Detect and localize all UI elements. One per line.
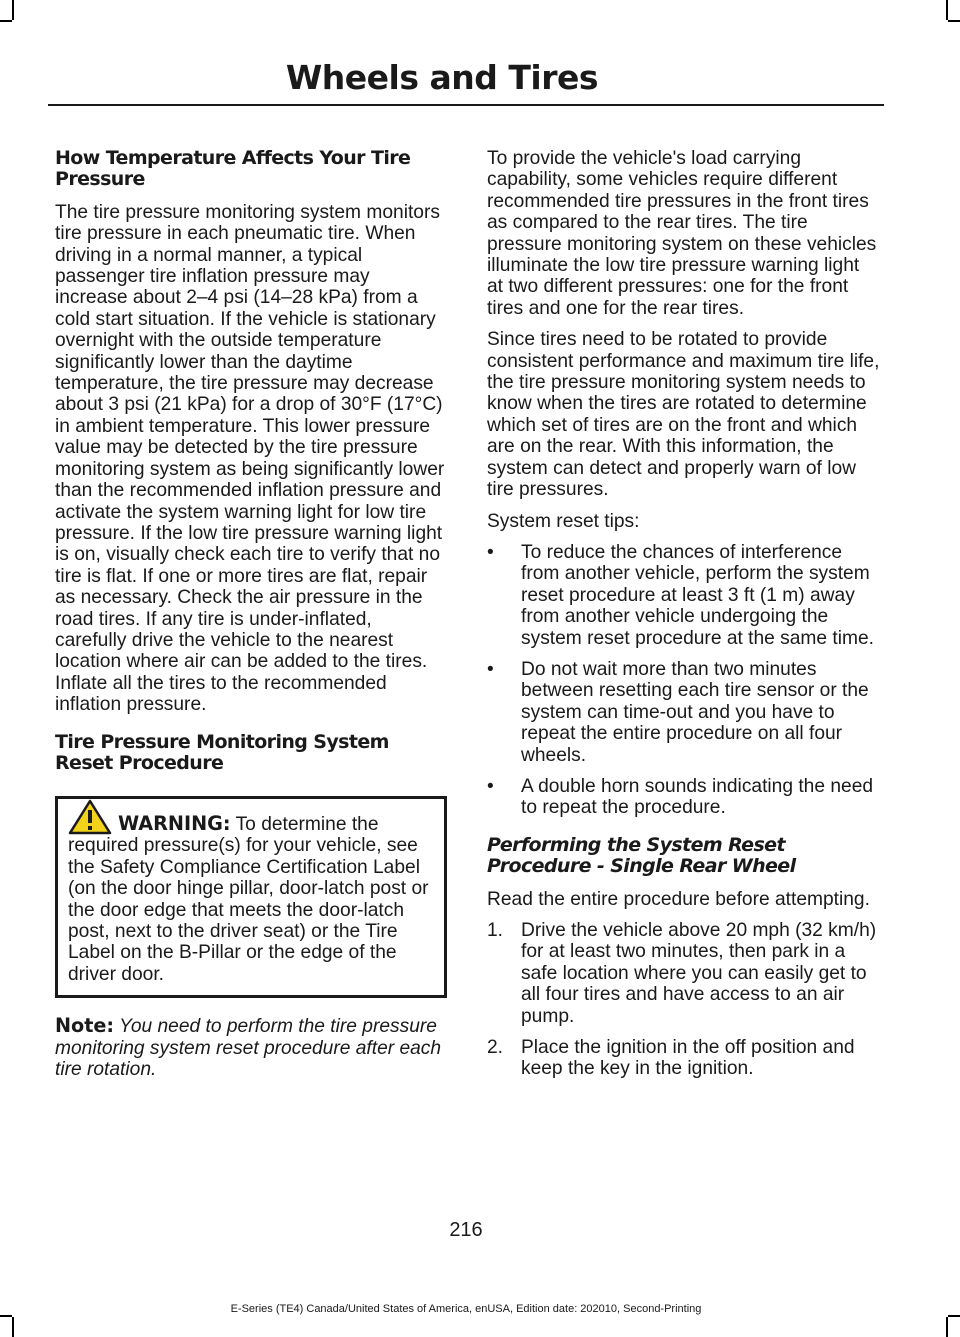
section-heading-temperature: How Temperature Affects Your Tire Pressure — [55, 147, 411, 191]
warning-triangle-icon — [68, 799, 112, 835]
crop-mark — [0, 1315, 12, 1317]
bullet-marker: • — [487, 541, 494, 563]
left-column — [55, 148, 447, 1090]
header-divider — [48, 104, 884, 106]
load-capability-paragraph: To provide the vehicle's load carrying capability, some vehicles require different recommended tire pressures in the front tires as compared to the rear tires. The tire pressure monitoring system on these vehicles illuminate the low tire pressure warning light at two different pressures: one for the front tires and one for the rear tires. — [487, 148, 877, 319]
crop-mark — [12, 1317, 14, 1337]
list-item: 2. Place the ignition in the off position and keep the key in the ignition. — [487, 1037, 855, 1080]
step-number: 1. — [487, 920, 504, 941]
note-label: Note: — [55, 1014, 115, 1038]
list-item: • To reduce the chances of interference from another vehicle, perform the system reset procedure at least 3 ft (1 m) away from another vehicle undergoing the system reset procedure at the same time. — [487, 541, 874, 649]
warning-first-line — [68, 809, 436, 835]
note-paragraph — [55, 1015, 447, 1080]
warning-box — [55, 796, 447, 998]
step-number: 2. — [487, 1037, 504, 1059]
list-item: • Do not wait more than two minutes between resetting each tire sensor or the system can time-out and you have to repeat the entire procedure on all four wheels. — [487, 658, 869, 766]
list-item: • A double horn sounds indicating the need to repeat the procedure. — [487, 775, 874, 819]
rotation-paragraph: Since tires need to be rotated to provide consistent performance and maximum tire life, the tire pressure monitoring system needs to know when the tires are rotated to determine which set of tires are on the front and which are on the rear. With this information, the system can detect and properly warn of low tire pressures. — [487, 329, 880, 501]
crop-mark — [948, 20, 960, 22]
section-heading-single-rear-wheel: Performing the System Reset Procedure - Single Rear Wheel — [487, 833, 796, 878]
note-text: You need to perform the tire pressure monitoring system reset procedure after each tire rotation. — [55, 1016, 442, 1081]
list-item: 1. Drive the vehicle above 20 mph (32 km/h) for at least two minutes, then park in a safe location where you can easily get to all four tires and have access to an air pump. — [487, 920, 877, 1027]
crop-mark — [12, 0, 14, 20]
footer-edition: E-Series (TE4) Canada/United States of America, enUSA, Edition date: 202010, Second-Printing — [230, 1303, 702, 1315]
reset-tips-list — [487, 542, 880, 819]
warning-label: WARNING: — [118, 811, 231, 835]
crop-mark — [948, 1315, 960, 1317]
reset-tips-intro: System reset tips: — [487, 510, 640, 532]
section-heading-reset: Tire Pressure Monitoring System Reset Procedure — [55, 730, 389, 774]
read-procedure-paragraph: Read the entire procedure before attempting. — [487, 888, 870, 910]
bullet-marker: • — [487, 658, 494, 680]
page-title: Wheels and Tires — [285, 58, 598, 97]
warning-text-first: To determine the — [230, 813, 379, 835]
right-column — [487, 148, 880, 1090]
crop-mark — [946, 0, 948, 20]
crop-mark — [0, 20, 12, 22]
page-number: 216 — [449, 1219, 483, 1241]
warning-text: required pressure(s) for your vehicle, see the Safety Compliance Certification Label (on the door hinge pillar, door-latch post or the door edge that meets the door-latch post, next to the driver seat) or the Tire Label on the B-Pillar or the edge of the driver door. — [68, 835, 429, 985]
procedure-steps — [487, 920, 880, 1080]
bullet-marker: • — [487, 775, 494, 797]
crop-mark — [946, 1317, 948, 1337]
temperature-paragraph: The tire pressure monitoring system monitors tire pressure in each pneumatic tire. When driving in a normal manner, a typical passenger tire inflation pressure may increase about 2–4 psi (14–28 kPa) from a cold start situation. If the vehicle is stationary overnight with the outside temperature significantly lower than the daytime temperature, the tire pressure may decrease about 3 psi (21 kPa) for a drop of 30°F (17°C) in ambient temperature. This lower pressure value may be detected by the tire pressure monitoring system as being significantly lower than the recommended inflation pressure and activate the system warning light for low tire pressure. If the low tire pressure warning light is on, visually check each tire to verify that no tire is flat. If one or more tires are flat, repair as necessary. Check the air pressure in the road tires. If any tire is under-inflated, carefully drive the vehicle to the nearest location where air can be added to the tires. Inflate all the tires to the recommended inflation pressure. — [55, 201, 445, 716]
